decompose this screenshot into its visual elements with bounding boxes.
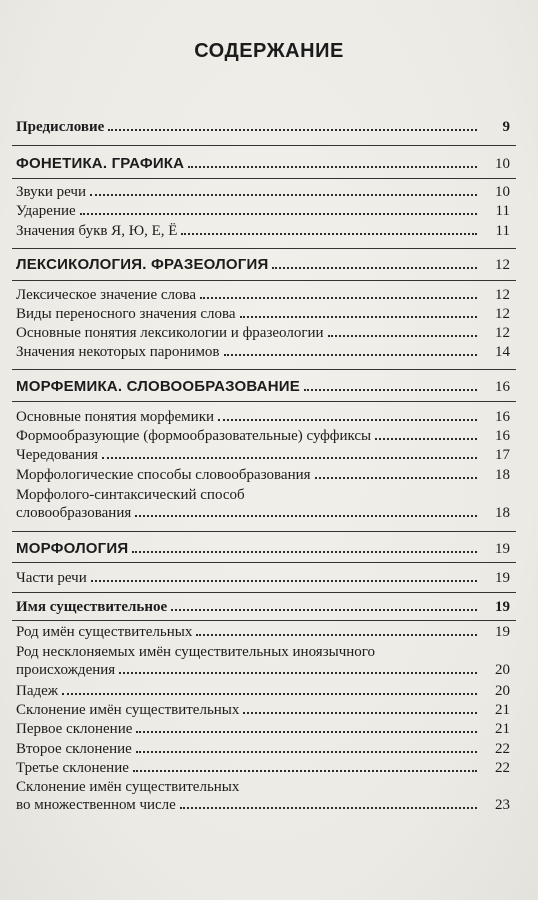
entry-title: во множественном числе [16, 797, 176, 813]
dot-leader [304, 389, 477, 391]
entry-page: 21 [495, 702, 510, 718]
toc-entry[interactable] [16, 623, 510, 641]
entry-title: Второе склонение [16, 741, 132, 757]
entry-title: Чередования [16, 447, 98, 463]
toc-entry[interactable] [16, 486, 510, 522]
entry-title-line: Морфолого-синтаксический способ [16, 487, 245, 503]
toc-entry[interactable] [16, 446, 510, 464]
toc-entry[interactable] [16, 305, 510, 323]
toc-entry[interactable] [16, 466, 510, 484]
toc-entry[interactable] [16, 118, 510, 136]
toc-entry[interactable] [16, 222, 510, 240]
dot-leader [181, 233, 477, 235]
section-divider [12, 248, 516, 249]
entry-title: Значения некоторых паронимов [16, 344, 220, 360]
dot-leader [224, 354, 477, 356]
dot-leader [136, 731, 477, 733]
section-divider [12, 531, 516, 532]
entry-page: 20 [495, 683, 510, 699]
toc-entry[interactable] [16, 343, 510, 361]
section-divider [12, 178, 516, 179]
toc-entry[interactable] [16, 286, 510, 304]
entry-page: 14 [495, 344, 510, 360]
dot-leader [91, 580, 477, 582]
toc-entry[interactable] [16, 427, 510, 445]
entry-page: 11 [495, 203, 510, 219]
entry-title: Основные понятия морфемики [16, 409, 215, 425]
toc-entry[interactable] [16, 740, 510, 758]
dot-leader [108, 129, 477, 131]
entry-page: 10 [495, 156, 510, 172]
toc-entry[interactable] [16, 720, 510, 738]
dot-leader [328, 335, 477, 337]
section-title: ЛЕКСИКОЛОГИЯ. ФРАЗЕОЛОГИЯ [16, 256, 269, 273]
dot-leader [243, 712, 477, 714]
dot-leader [135, 515, 477, 517]
entry-title: Виды переносного значения слова [16, 306, 236, 322]
entry-page: 9 [502, 119, 510, 135]
entry-page: 18 [495, 467, 510, 483]
entry-title: словообразования [16, 505, 132, 521]
entry-title: происхождения [16, 662, 116, 678]
entry-title: Род имён существительных [16, 624, 193, 640]
entry-page: 23 [495, 797, 510, 813]
entry-page: 12 [495, 325, 510, 341]
toc-entry[interactable] [16, 682, 510, 700]
dot-leader [62, 693, 477, 695]
dot-leader [315, 477, 477, 479]
dot-leader [218, 419, 477, 421]
entry-title: Звуки речи [16, 184, 87, 200]
section-divider [12, 401, 516, 402]
dot-leader [188, 166, 477, 168]
entry-title-line: Склонение имён существительных [16, 779, 240, 795]
entry-page: 22 [495, 741, 510, 757]
contents-heading: СОДЕРЖАНИЕ [194, 40, 344, 62]
toc-entry[interactable] [16, 778, 510, 814]
dot-leader [119, 672, 477, 674]
entry-page: 22 [495, 760, 510, 776]
toc-entry[interactable] [16, 408, 510, 426]
section-title: МОРФОЛОГИЯ [16, 540, 129, 557]
toc-section[interactable] [16, 256, 510, 274]
entry-title: Склонение имён существительных [16, 702, 240, 718]
toc-subsection[interactable] [16, 598, 510, 616]
entry-title: Лексическое значение слова [16, 287, 197, 303]
dot-leader [180, 807, 477, 809]
dot-leader [136, 751, 477, 753]
dot-leader [171, 609, 477, 611]
toc-entry[interactable] [16, 183, 510, 201]
entry-title: Третье склонение [16, 760, 129, 776]
entry-page: 19 [495, 570, 510, 586]
entry-page: 12 [495, 257, 510, 273]
section-title: ФОНЕТИКА. ГРАФИКА [16, 155, 185, 172]
entry-title: Части речи [16, 570, 87, 586]
entry-page: 20 [495, 662, 510, 678]
dot-leader [132, 551, 477, 553]
section-divider [12, 145, 516, 146]
toc-entry[interactable] [16, 701, 510, 719]
entry-title: Первое склонение [16, 721, 133, 737]
toc-entry[interactable] [16, 569, 510, 587]
section-divider [12, 620, 516, 621]
entry-page: 11 [495, 223, 510, 239]
toc-entry[interactable] [16, 202, 510, 220]
entry-page: 16 [495, 428, 510, 444]
entry-title: Предисловие [16, 119, 105, 135]
entry-title: Основные понятия лексикологии и фразеологии [16, 325, 324, 341]
entry-page: 21 [495, 721, 510, 737]
entry-page: 12 [495, 287, 510, 303]
entry-title: Ударение [16, 203, 76, 219]
dot-leader [375, 438, 477, 440]
dot-leader [90, 194, 477, 196]
section-divider [12, 562, 516, 563]
section-title: МОРФЕМИКА. СЛОВООБРАЗОВАНИЕ [16, 378, 300, 395]
entry-title: Формообразующие (формообразовательные) суффиксы [16, 428, 372, 444]
entry-title: Морфологические способы словообразования [16, 467, 311, 483]
entry-title: Значения букв Я, Ю, Е, Ё [16, 223, 178, 239]
entry-page: 10 [495, 184, 510, 200]
toc-section[interactable] [16, 540, 510, 558]
toc-entry[interactable] [16, 759, 510, 777]
dot-leader [133, 770, 477, 772]
entry-page: 19 [495, 541, 510, 557]
entry-page: 12 [495, 306, 510, 322]
subsection-title: Имя существительное [16, 599, 168, 615]
dot-leader [196, 634, 477, 636]
entry-page: 16 [495, 409, 510, 425]
entry-page: 19 [495, 599, 510, 615]
dot-leader [240, 316, 477, 318]
entry-title-line: Род несклоняемых имён существительных иноязычного [16, 644, 376, 660]
dot-leader [80, 213, 477, 215]
section-divider [12, 592, 516, 593]
section-divider [12, 369, 516, 370]
toc-section[interactable] [16, 155, 510, 173]
toc-entry[interactable] [16, 643, 510, 679]
entry-page: 19 [495, 624, 510, 640]
entry-page: 18 [495, 505, 510, 521]
entry-page: 17 [495, 447, 510, 463]
section-divider [12, 280, 516, 281]
dot-leader [102, 457, 477, 459]
entry-page: 16 [495, 379, 510, 395]
toc-entry[interactable] [16, 324, 510, 342]
dot-leader [272, 267, 477, 269]
toc-section[interactable] [16, 378, 510, 396]
dot-leader [200, 297, 477, 299]
entry-title: Падеж [16, 683, 59, 699]
